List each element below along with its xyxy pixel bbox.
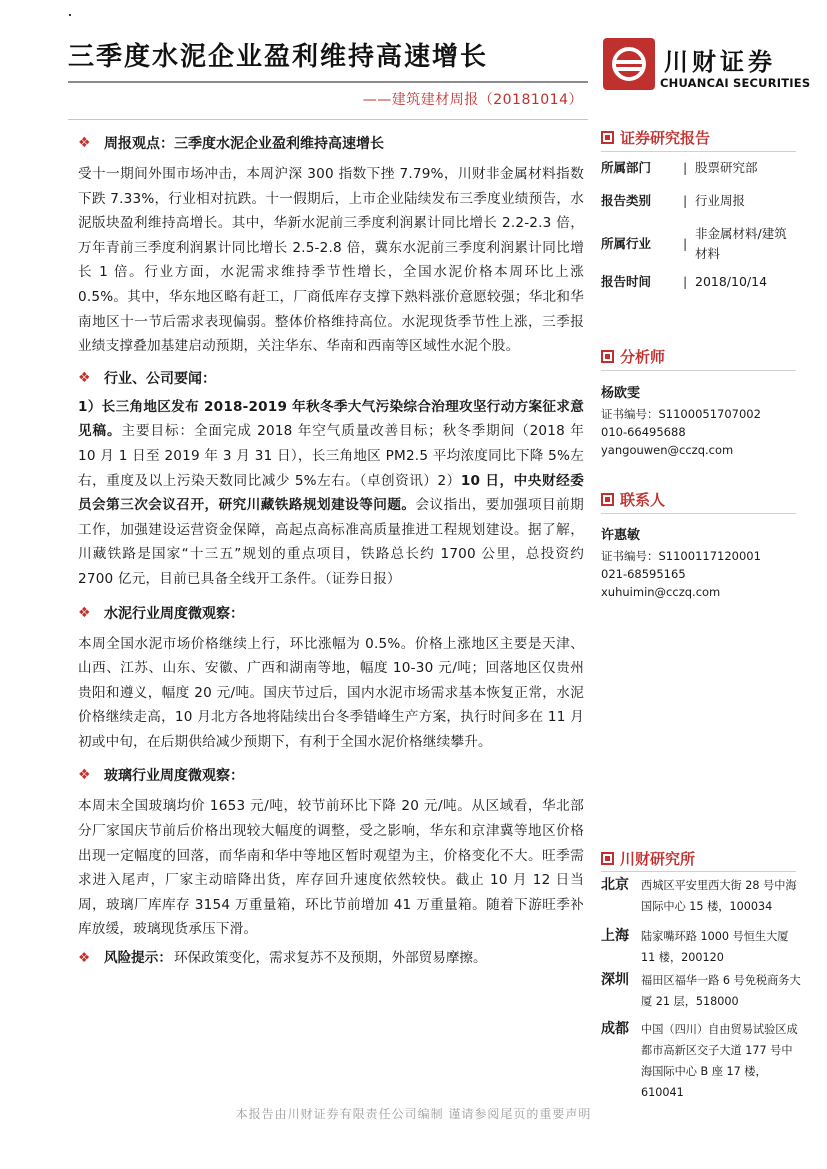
contact-card xyxy=(601,525,761,601)
meta-row: 所属部门 | 股票研究部 xyxy=(601,160,758,175)
risk-body: 环保政策变化，需求复苏不及预期，外部贸易摩擦。 xyxy=(173,950,487,967)
news-item-1-body: 主要目标：全面完成 2018 年空气质量改善目标；秋冬季期间（2018 年 10 月 1 日至 2019 年 3 月 31 日），长三角地区 PM2.5 平均浓度同比下降 5%左右，重度及以上污染天数同比减少 5%左右。（卓创资讯）2） xyxy=(78,423,584,489)
diamond-bullet-icon: ❖ xyxy=(78,135,91,151)
glass-body: 本周末全国玻璃均价 1653 元/吨，较节前环比下降 20 元/吨。从区域看，华北部分厂家国庆节前后价格出现较大幅度的调整，受之影响，华东和京津冀等地区价格出现一定幅度的回落，而华南和华中等地区暂时观望为主，价格变化不大。旺季需求进入尾声，厂家主动暗降出货，库存回升速度依然较快。截止 10 月 12 日当周，玻璃厂库库存 3154 万重量箱，环比节前增加 41 万重量箱。随着下游旺季补库放缓，玻璃现货承压下滑。 xyxy=(78,798,584,938)
office-address: 北京 西城区平安里西大街 28 号中海国际中心 15 楼，100034 xyxy=(601,877,797,913)
footer-disclaimer: 本报告由川财证券有限责任公司编制 谨请参阅尾页的重要声明 xyxy=(235,1107,592,1121)
contact-cert: 证书编号：S1100117120001 xyxy=(601,549,761,563)
news-item-2-title: 10 日，中央财经委员会第三次会议召开，研究川藏铁路规划建设等问题。 xyxy=(78,472,584,514)
analyst-email[interactable]: yangouwen@cczq.com xyxy=(601,443,734,457)
diamond-bullet-icon: ❖ xyxy=(78,767,91,784)
contact-heading: 联系人 xyxy=(601,489,665,510)
office-address: 上海 陆家嘴环路 1000 号恒生大厦 11 楼，200120 xyxy=(601,928,789,964)
analyst-card xyxy=(601,383,761,459)
report-subtitle: ——建筑建材周报（20181014） xyxy=(362,92,583,108)
sidebar-divider xyxy=(601,871,796,872)
analyst-heading: 分析师 xyxy=(601,346,665,367)
diamond-bullet-icon: ❖ xyxy=(78,950,91,967)
weekly-view-body: 受十一期间外围市场冲击，本周沪深 300 指数下挫 7.79%，川财非金属材料指数下跌 7.33%，行业相对抗跌。十一假期后，上市企业陆续发布三季度业绩预告，水泥版块盈利维持高增长。其中，华新水泥前三季度利润累计同比增长 2.2-2.3 倍，万年青前三季度利润累计同比增长 2.5-2.8 倍，冀东水泥前三季度利润累计同比增长 1 倍。行业方面，水泥需求维持季节性增长，全国水泥价格本周环比上涨 0.5%。其中，华东地区略有赶工，厂商低库存支撑下熟料涨价意愿较强；华北和华南地区十一节后需求表现偏弱。整体价格维持高位。水泥现货季节性上涨，三季报业绩支撑叠加基建启动预期，关注华东、华南和西南等区域性水泥个股。 xyxy=(78,166,584,355)
corner-mark xyxy=(69,14,71,16)
industry-news-body xyxy=(78,395,584,592)
cement-body: 本周全国水泥市场价格继续上行，环比涨幅为 0.5%。价格上涨地区主要是天津、山西、江苏、山东、安徽、广西和湖南等地，幅度 10-30 元/吨；回落地区仅贵州贵阳和遵义，幅度 20 元/吨。国庆节过后，国内水泥市场需求基本恢复正常，水泥价格继续走高，10 月北方各地将陆续出台冬季错峰生产方案，执行时间多在 11 月初或中旬，在后期供给减少预期下，有利于全国水泥价格继续攀升。 xyxy=(78,635,584,750)
sidebar-divider xyxy=(601,151,796,152)
risk-warning xyxy=(78,946,584,970)
contact-email[interactable]: xuhuimin@cczq.com xyxy=(601,585,721,599)
contact-phone: 021-68595165 xyxy=(601,567,686,581)
square-bullet-icon xyxy=(601,493,614,506)
diamond-bullet-icon: ❖ xyxy=(78,604,91,621)
main-content xyxy=(78,130,584,970)
weekly-view-heading: ❖ 周报观点：三季度水泥企业盈利维持高速增长 xyxy=(78,135,384,152)
news-item-1-title: 1）长三角地区发布 2018-2019 年秋冬季大气污染综合治理攻坚行动方案征求意见稿。 xyxy=(78,398,584,440)
report-heading: 证券研究报告 xyxy=(601,127,710,148)
square-bullet-icon xyxy=(601,350,614,363)
risk-label: 风险提示： xyxy=(104,950,172,967)
analyst-phone: 010-66495688 xyxy=(601,425,686,439)
office-address: 深圳 福田区福华一路 6 号免税商务大厦 21 层，518000 xyxy=(601,972,801,1008)
analyst-cert: 证书编号：S1100051707002 xyxy=(601,407,761,421)
meta-row: 报告时间 | 2018/10/14 xyxy=(601,274,768,289)
contact-name: 许惠敏 xyxy=(601,528,641,543)
meta-row: 报告类别 | 行业周报 xyxy=(601,193,746,208)
meta-row: 所属行业 | 非金属材料/建筑材料 xyxy=(601,226,787,261)
cement-heading: ❖ 水泥行业周度微观察： xyxy=(78,604,244,622)
office-address: 成都 中国（四川）自由贸易试验区成都市高新区交子大道 177 号中海国际中心 B 座 17 楼，610041 xyxy=(601,1021,798,1099)
square-bullet-icon xyxy=(601,852,614,865)
industry-news-heading: ❖ 行业、公司要闻： xyxy=(78,369,216,387)
diamond-bullet-icon: ❖ xyxy=(78,369,91,386)
brand-name-en: CHUANCAI SECURITIES xyxy=(660,76,811,90)
sidebar-divider xyxy=(601,370,796,371)
square-bullet-icon xyxy=(601,131,614,144)
analyst-name: 杨欧雯 xyxy=(601,386,641,401)
chuancai-logo-icon xyxy=(603,38,655,90)
sidebar-divider xyxy=(601,513,796,514)
page-title: 三季度水泥企业盈利维持高速增长 xyxy=(68,42,489,72)
glass-heading: ❖ 玻璃行业周度微观察： xyxy=(78,767,244,785)
brand-name-cn: 川财证券 xyxy=(664,48,776,76)
news-item-2-body: 会议指出，要加强项目前期工作，加强建设运营资金保障，高起点高标准高质量推进工程规划建设。据了解，川藏铁路是国家“十三五”规划的重点项目，铁路总长约 1700 公里，总投资约 2700 亿元，目前已具备全线开工条件。（证券日报） xyxy=(78,497,584,587)
institute-heading: 川财研究所 xyxy=(601,848,695,869)
subtitle-divider xyxy=(68,119,588,120)
title-divider xyxy=(68,81,588,83)
